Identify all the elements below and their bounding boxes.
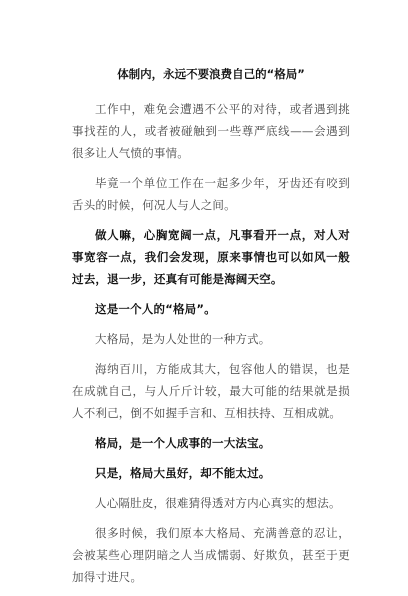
paragraph-5: 大格局，是为人处世的一种方式。 bbox=[95, 332, 271, 346]
paragraph-8-bold: 只是，格局大虽好，却不能太过。 bbox=[95, 466, 271, 480]
paragraph-1: 工作中，难免会遭遇不公平的对待，或者遇到挑事找茬的人，或者被碰触到一些尊严底线——会遇到很多让人气愤的事情。 bbox=[72, 102, 350, 160]
paragraph-4-bold: 这是一个人的“格局”。 bbox=[95, 302, 216, 316]
paragraph-10: 很多时候，我们原本大格局、充满善意的忍让，会被某些心理阴暗之人当成懦弱、好欺负，甚至于更加得寸进尺。 bbox=[72, 526, 350, 584]
paragraph-3-bold: 做人嘛，心胸宽阔一点，凡事看开一点，对人对事宽容一点，我们会发现，原来事情也可以如风一般过去，退一步，还真有可能是海阔天空。 bbox=[72, 228, 350, 286]
paragraph-7-bold: 格局，是一个人成事的一大法宝。 bbox=[95, 436, 271, 450]
paragraph-9: 人心隔肚皮，很难猜得透对方内心真实的想法。 bbox=[95, 496, 341, 510]
paragraph-2: 毕竟一个单位工作在一起多少年，牙齿还有咬到舌头的时候，何况人与人之间。 bbox=[72, 176, 350, 212]
document-page bbox=[72, 58, 350, 596]
paragraph-6: 海纳百川，方能成其大，包容他人的错误，也是在成就自己，与人斤斤计较，最大可能的结果就是损人不利己，倒不如握手言和、互相扶持、互相成就。 bbox=[72, 362, 350, 420]
document-title: 体制内，永远不要浪费自己的“格局” bbox=[117, 67, 305, 81]
